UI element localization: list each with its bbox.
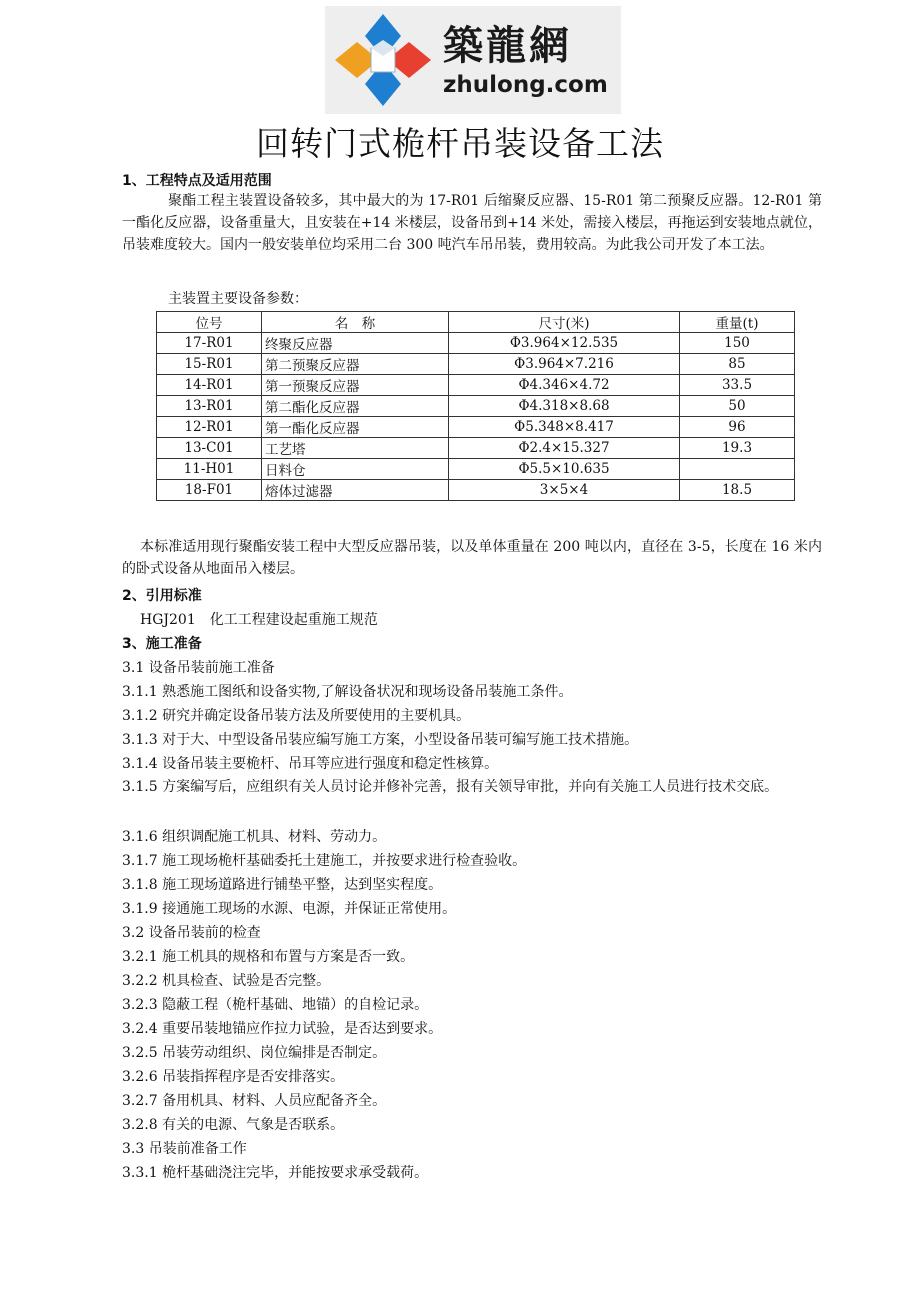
subsection-heading: 3.3 吊装前准备工作 bbox=[122, 1141, 247, 1157]
cell-weight: 19.3 bbox=[680, 438, 795, 459]
table-row bbox=[157, 375, 795, 396]
clause-line: 3.1.6 组织调配施工机具、材料、劳动力。 bbox=[122, 829, 387, 845]
clause-line: 3.3.1 桅杆基础浇注完毕，并能按要求承受载荷。 bbox=[122, 1165, 429, 1181]
section-2-heading: 2、引用标准 bbox=[122, 588, 202, 604]
cell-weight: 18.5 bbox=[680, 480, 795, 501]
cell-name: 工艺塔 bbox=[262, 438, 449, 459]
cell-tag-no: 18-F01 bbox=[157, 480, 262, 501]
document-title: 回转门式桅杆吊装设备工法 bbox=[256, 124, 664, 163]
cell-tag-no: 13-R01 bbox=[157, 396, 262, 417]
cell-name: 日料仓 bbox=[262, 459, 449, 480]
cell-name: 第二预聚反应器 bbox=[262, 354, 449, 375]
cell-weight: 85 bbox=[680, 354, 795, 375]
table-row bbox=[157, 333, 795, 354]
header-name: 名 称 bbox=[262, 312, 449, 333]
cell-name: 熔体过滤器 bbox=[262, 480, 449, 501]
header-weight: 重量(t) bbox=[680, 312, 795, 333]
logo-cube-icon bbox=[331, 10, 435, 110]
cell-size: Φ5.348×8.417 bbox=[449, 417, 680, 438]
table-row bbox=[157, 396, 795, 417]
table-row bbox=[157, 480, 795, 501]
clause-line: 3.1.3 对于大、中型设备吊装应编写施工方案，小型设备吊装可编写施工技术措施。 bbox=[122, 732, 639, 748]
cell-tag-no: 13-C01 bbox=[157, 438, 262, 459]
section-1-heading: 1、工程特点及适用范围 bbox=[122, 173, 272, 189]
clause-line: 3.2.3 隐蔽工程（桅杆基础、地锚）的自检记录。 bbox=[122, 997, 429, 1013]
table-header-row bbox=[157, 312, 795, 333]
cell-name: 第一预聚反应器 bbox=[262, 375, 449, 396]
cell-name: 终聚反应器 bbox=[262, 333, 449, 354]
cell-name: 第一酯化反应器 bbox=[262, 417, 449, 438]
clause-line: 3.1 设备吊装前施工准备 bbox=[122, 660, 275, 676]
logo-chinese-name: 築龍網 bbox=[443, 23, 572, 69]
zhulong-logo bbox=[325, 6, 621, 114]
clause-line: 3.2.2 机具检查、试验是否完整。 bbox=[122, 973, 331, 989]
clause-line: 3.1.7 施工现场桅杆基础委托土建施工，并按要求进行检查验收。 bbox=[122, 853, 527, 869]
cell-size: Φ2.4×15.327 bbox=[449, 438, 680, 459]
cell-size: 3×5×4 bbox=[449, 480, 680, 501]
cell-size: Φ5.5×10.635 bbox=[449, 459, 680, 480]
clause-line: 3.1.4 设备吊装主要桅杆、吊耳等应进行强度和稳定性核算。 bbox=[122, 756, 499, 772]
clause-line: 3.2.7 备用机具、材料、人员应配备齐全。 bbox=[122, 1093, 387, 1109]
clause-3-1-5: 3.1.5 方案编写后，应组织有关人员讨论并修补完善，报有关领导审批，并向有关施工人员进行技术交底。 bbox=[122, 779, 779, 795]
clause-line: 3.2.6 吊装指挥程序是否安排落实。 bbox=[122, 1069, 345, 1085]
section-3-heading: 3、施工准备 bbox=[122, 636, 202, 652]
scope-paragraph: 本标准适用现行聚酯安装工程中大型反应器吊装，以及单体重量在 200 吨以内，直径在 3-5，长度在 16 米内的卧式设备从地面吊入楼层。 bbox=[122, 539, 822, 577]
table-caption: 主装置主要设备参数： bbox=[168, 291, 308, 307]
cell-size: Φ3.964×7.216 bbox=[449, 354, 680, 375]
clause-line: 3.1.8 施工现场道路进行铺垫平整，达到坚实程度。 bbox=[122, 877, 443, 893]
cell-size: Φ4.318×8.68 bbox=[449, 396, 680, 417]
table-row bbox=[157, 459, 795, 480]
cell-weight: 150 bbox=[680, 333, 795, 354]
clause-line: 3.1.2 研究并确定设备吊装方法及所要使用的主要机具。 bbox=[122, 708, 471, 724]
equipment-parameters-table bbox=[156, 311, 795, 501]
cell-weight bbox=[680, 459, 795, 480]
cell-tag-no: 15-R01 bbox=[157, 354, 262, 375]
cell-tag-no: 12-R01 bbox=[157, 417, 262, 438]
clause-line: 3.2.1 施工机具的规格和布置与方案是否一致。 bbox=[122, 949, 415, 965]
clause-line: 3.2.5 吊装劳动组织、岗位编排是否制定。 bbox=[122, 1045, 387, 1061]
table-row bbox=[157, 417, 795, 438]
clause-line: 3.1.1 熟悉施工图纸和设备实物,了解设备状况和现场设备吊装施工条件。 bbox=[122, 684, 573, 700]
cell-weight: 50 bbox=[680, 396, 795, 417]
clause-line: 3.2.4 重要吊装地锚应作拉力试验，是否达到要求。 bbox=[122, 1021, 443, 1037]
clause-line: 3.1.9 接通施工现场的水源、电源，并保证正常使用。 bbox=[122, 901, 457, 917]
cell-size: Φ3.964×12.535 bbox=[449, 333, 680, 354]
cell-tag-no: 11-H01 bbox=[157, 459, 262, 480]
header-size: 尺寸(米) bbox=[449, 312, 680, 333]
cell-tag-no: 17-R01 bbox=[157, 333, 262, 354]
cell-weight: 96 bbox=[680, 417, 795, 438]
section-1-paragraph: 聚酯工程主装置设备较多，其中最大的为 17-R01 后缩聚反应器、15-R01 第二预聚反应器。12-R01 第一酯化反应器，设备重量大，且安装在+14 米楼层，设备吊到+14 米处，需接入楼层，再拖运到安装地点就位，吊装难度较大。国内一般安装单位均采用二台 300 吨汽车吊吊装，费用较高。为此我公司开发了本工法。 bbox=[122, 193, 822, 253]
header-tag-no: 位号 bbox=[157, 312, 262, 333]
cell-size: Φ4.346×4.72 bbox=[449, 375, 680, 396]
clause-line: 3.2.8 有关的电源、气象是否联系。 bbox=[122, 1117, 345, 1133]
cell-tag-no: 14-R01 bbox=[157, 375, 262, 396]
cell-weight: 33.5 bbox=[680, 375, 795, 396]
table-row bbox=[157, 438, 795, 459]
reference-standard: HGJ201 化工工程建设起重施工规范 bbox=[140, 612, 378, 628]
cell-name: 第二酯化反应器 bbox=[262, 396, 449, 417]
subsection-heading: 3.2 设备吊装前的检查 bbox=[122, 925, 261, 941]
logo-domain: zhulong.com bbox=[443, 72, 608, 98]
table-row bbox=[157, 354, 795, 375]
